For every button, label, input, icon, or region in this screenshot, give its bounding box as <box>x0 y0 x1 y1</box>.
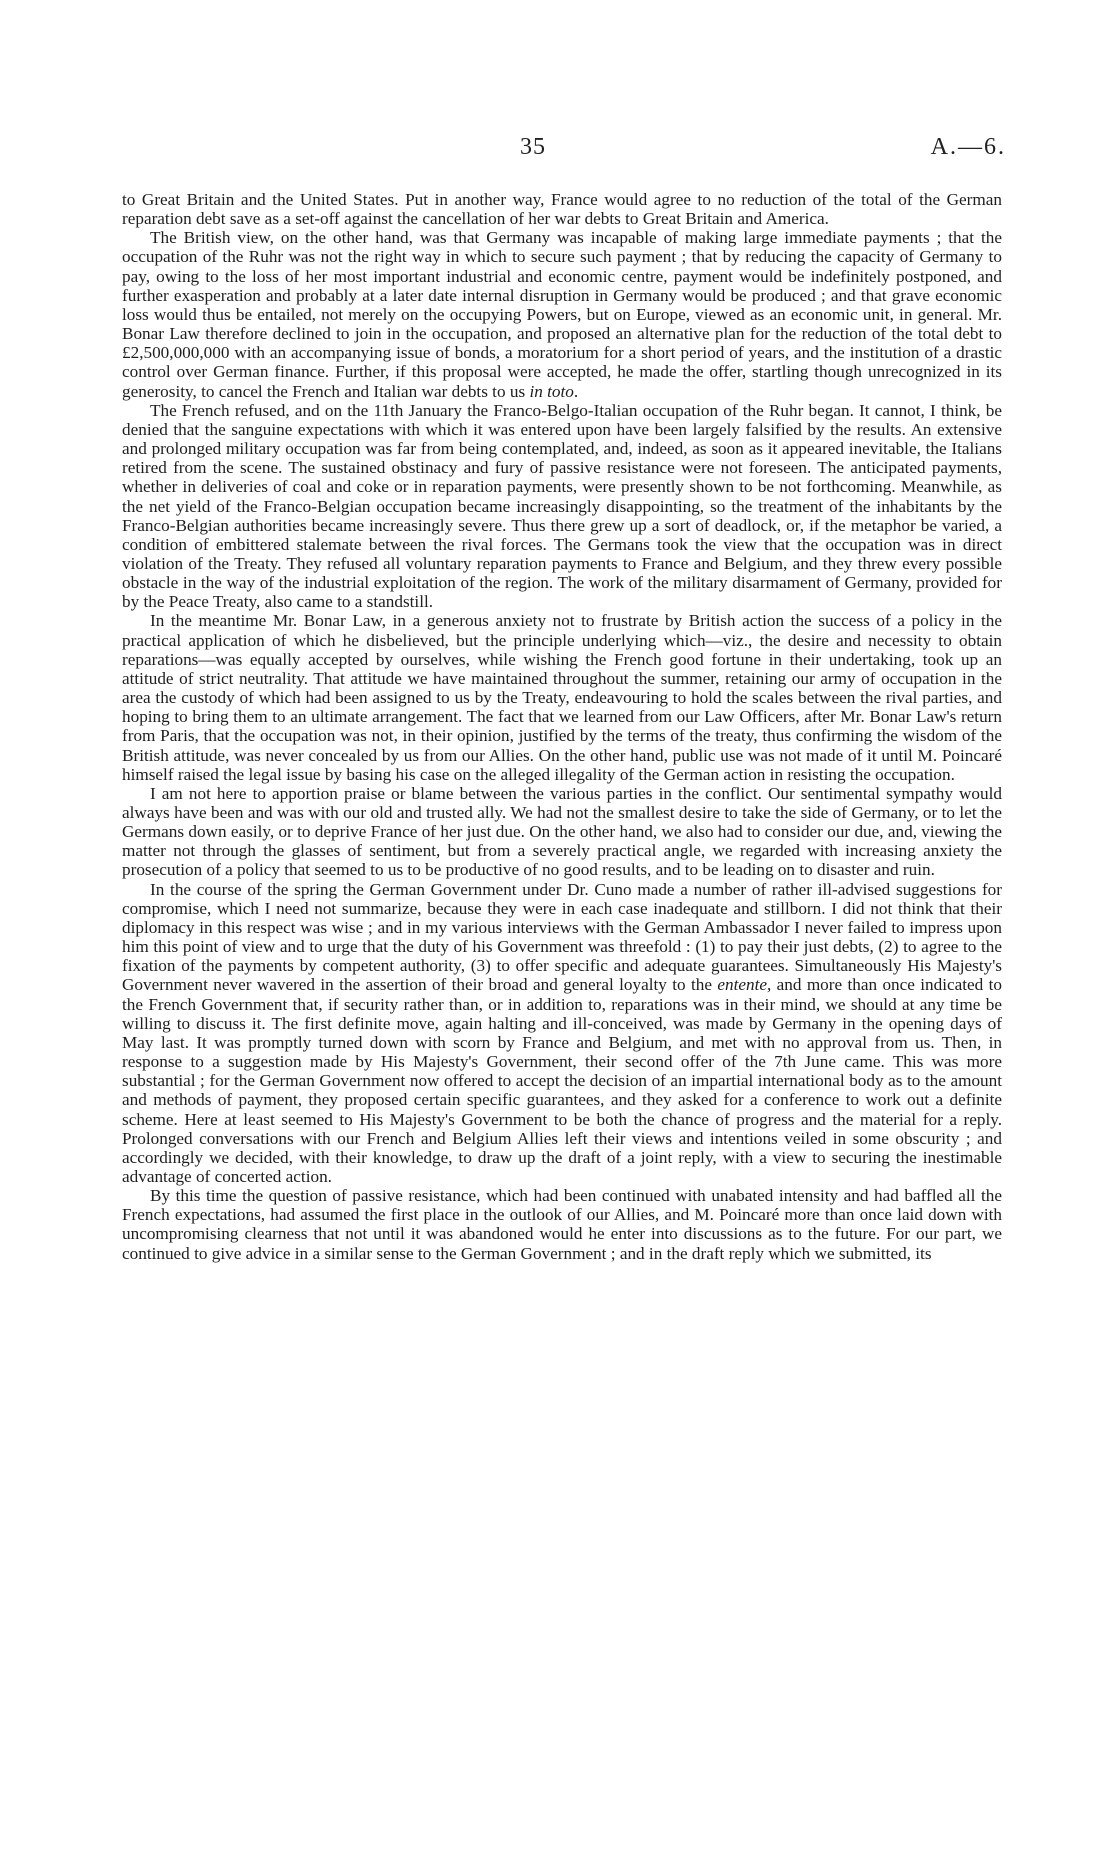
paragraph-text: In the course of the spring the German Government under Dr. Cuno made a number of rather ill-advised suggestions for compromise, which I need not summarize, because they were in each case inadequate and stillborn. I did not think that their diplomacy in this respect was wise ; and in my various interviews with the German Ambassador I never failed to impress upon him this point of view and to urge that the duty of his Government was threefold : (1) to pay their just debts, (2) to agree to the fixation of the payments by competent authority, (3) to offer specific and adequate guarantees. Simultaneously His Majesty's Government never wavered in the assertion of their broad and general loyalty to the <box>122 879 1002 995</box>
paragraph-text: The British view, on the other hand, was that Germany was incapable of making large immediate payments ; that the occupation of the Ruhr was not the right way in which to secure such payment ; that by reducing the capacity of Germany to pay, owing to the loss of her most important industrial and economic centre, payment would be indefinitely postponed, and further exasperation and probably at a later date internal disruption in Germany would be produced ; and that grave economic loss would thus be entailed, not merely on the occupying Powers, but on Europe, viewed as an economic unit, in general. Mr. Bonar Law therefore declined to join in the occupation, and proposed an alternative plan for the reduction of the total debt to £2,500,000,000 with an accompanying issue of bonds, a moratorium for a short period of years, and the institution of a drastic control over German finance. Further, if this proposal were accepted, he made the offer, startling though unrecognized in its generosity, to cancel the French and Italian war debts to us <box>122 228 1002 401</box>
emphasis-text: in toto <box>529 381 574 401</box>
paragraph-text-tail: , and more than once indicated to the French Government that, if security rather than, or in addition to, reparations was in their mind, we should at any time be willing to discuss it. The first definite move, again halting and ill-conceived, was made by Germany in the opening days of May last. It was promptly turned down with scorn by France and Belgium, and met with no approval from us. Then, in response to a suggestion made by His Majesty's Government, their second offer of the 7th June came. This was more substantial ; for the German Government now offered to accept the decision of an impartial international body as to the amount and methods of payment, they proposed certain specific guarantees, and they asked for a conference to work out a definite scheme. Here at least seemed to His Majesty's Government to be both the chance of progress and the material for a reply. Prolonged conversations with our French and Belgium Allies left their views and intentions veiled in some obscurity ; and accordingly we decided, with their knowledge, to draw up the draft of a joint reply, with a view to securing the inestimable advantage of concerted action. <box>122 975 1002 1186</box>
paragraph-text: The French refused, and on the 11th January the Franco-Belgo-Italian occupation of the Ruhr began. It cannot, I think, be denied that the sanguine expectations with which it was entered upon have been largely falsified by the results. An extensive and prolonged military occupation was far from being contemplated, and, indeed, as soon as it appeared inevitable, the Italians retired from the scene. The sustained obstinacy and fury of passive resistance were not foreseen. The anticipated payments, whether in deliveries of coal and coke or in reparation payments, were presently shown to be not forthcoming. Meanwhile, as the net yield of the Franco-Belgian occupation became increasingly disappointing, so the treatment of the inhabitants by the Franco-Belgian authorities became increasingly severe. Thus there grew up a sort of deadlock, or, if the metaphor be varied, a condition of embittered stalemate between the rival forces. The Germans took the view that the occupation was in direct violation of the Treaty. They refused all voluntary reparation payments to France and Belgium, and they threw every possible obstacle in the way of the industrial exploitation of the region. The work of the military disarmament of Germany, provided for by the Peace Treaty, also came to a standstill. <box>122 400 1002 612</box>
paragraph-6 <box>122 880 1002 1187</box>
paragraph-text: In the meantime Mr. Bonar Law, in a generous anxiety not to frustrate by British action the success of a policy in the practical application of which he disbelieved, but the principle underlying which—viz., the desire and necessity to obtain reparations—was equally accepted by ourselves, while wishing the French good fortune in their undertaking, took up an attitude of strict neutrality. That attitude we have maintained throughout the summer, retaining our army of occupation in the area the custody of which had been assigned to us by the Treaty, endeavouring to hold the scales between the rival parties, and hoping to bring them to an ultimate arrangement. The fact that we learned from our Law Officers, after Mr. Bonar Law's return from Paris, that the occupation was not, in their opinion, justified by the terms of the treaty, thus confirming the wisdom of the British attitude, was never concealed by us from our Allies. On the other hand, public use was not made of it until M. Poincaré himself raised the legal issue by basing his case on the alleged illegality of the German action in resisting the occupation. <box>122 611 1002 784</box>
paragraph-5 <box>122 784 1002 880</box>
paragraph-1 <box>122 190 1002 228</box>
paragraph-text-tail: . <box>573 381 579 401</box>
page-header <box>0 134 1114 170</box>
paragraph-4 <box>122 611 1002 783</box>
emphasis-text: entente <box>717 975 767 995</box>
body-text <box>122 190 1002 1263</box>
paragraph-text: I am not here to apportion praise or blame between the various parties in the conflict. Our sentimental sympathy would always have been and was with our old and trusted ally. We had not the smallest desire to take the side of Germany, or to let the Germans down easily, or to deprive France of her just due. On the other hand, we also had to consider our due, and, viewing the matter not through the glasses of sentiment, but from a severely practical angle, we regarded with increasing anxiety the prosecution of a policy that seemed to us to be productive of no good results, and to be leading on to disaster and ruin. <box>122 783 1002 880</box>
paragraph-3 <box>122 401 1002 612</box>
paragraph-7 <box>122 1186 1002 1263</box>
page-number: 35 <box>520 134 546 160</box>
document-reference: A.—6. <box>930 134 1006 160</box>
paragraph-text: By this time the question of passive resistance, which had been continued with unabated intensity and had baffled all the French expectations, had assumed the first place in the outlook of our Allies, and M. Poincaré more than once laid down with uncompromising clearness that not until it was abandoned would he enter into discussions as to the future. For our part, we continued to give advice in a similar sense to the German Government ; and in the draft reply which we submitted, its <box>122 1186 1002 1263</box>
paragraph-2 <box>122 228 1002 400</box>
paragraph-text: to Great Britain and the United States. Put in another way, France would agree to no reduction of the total of the German reparation debt save as a set-off against the cancellation of her war debts to Great Britain and America. <box>122 190 1002 229</box>
